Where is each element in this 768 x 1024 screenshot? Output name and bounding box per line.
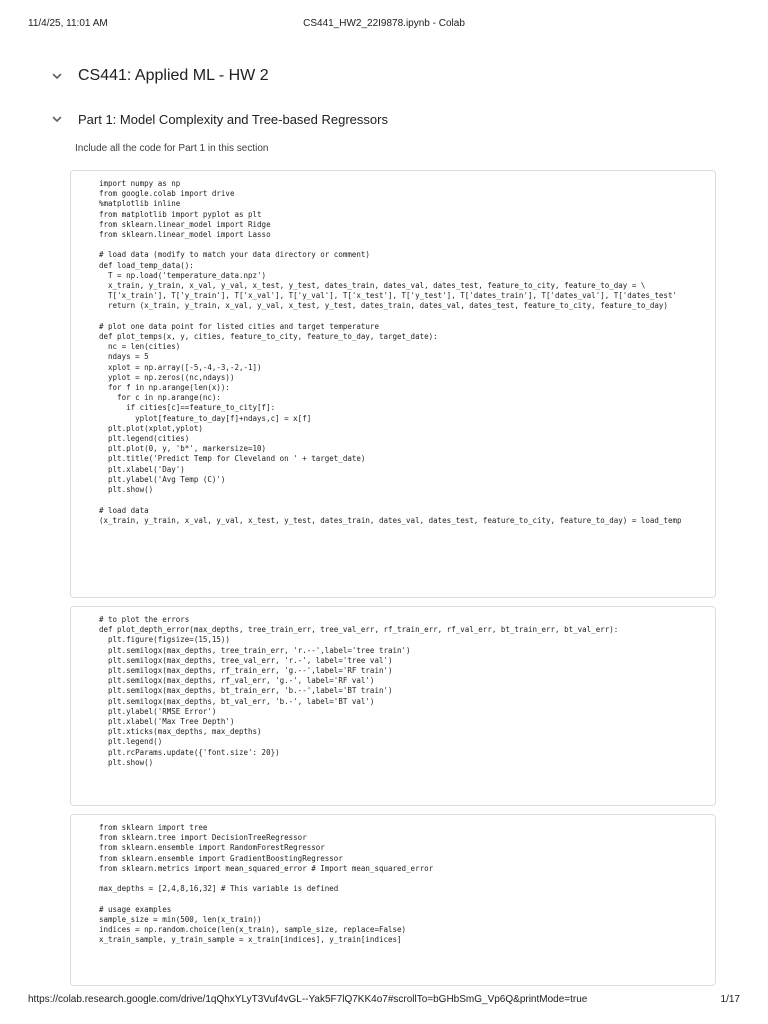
section-heading[interactable]: [50, 66, 269, 86]
code-cell-source[interactable]: import numpy as np from google.colab import drive %matplotlib inline from matplotlib import pyplot as plt from sklearn.linear_model import Ridge from sklearn.linear_model import Lasso # load data (modify to match your data directory or comment) def load_temp_data(): T = np.load('temperature_data.npz') x_train, y_train, x_val, y_val, x_test, y_test, dates_train, dates_val, dates_test, feature_to_city, feature_to_day = \ T['x_train'], T['y_train'], T['x_val'], T['y_val'], T['x_test'], T['y_test'], T['dates_train'], T['dates_val'], T['dates_test' return (x_train, y_train, x_val, y_val, x_test, y_test, dates_train, dates_val, dates_test, feature_to_city, feature_to_day) # plot one data point for listed cities and target temperature def plot_temps(x, y, cities, feature_to_city, feature_to_day, target_date): nc = len(cities) ndays = 5 xplot = np.array([-5,-4,-3,-2,-1]) yplot = np.zeros((nc,ndays)) for f in np.arange(len(x)): for c in np.arange(nc): if cities[c]==feature_to_city[f]: yplot[feature_to_day[f]+ndays,c] = x[f] plt.plot(xplot,yplot) plt.legend(cities) plt.plot(0, y, 'b*', markersize=10) plt.title('Predict Temp for Cleveland on ' + target_date) plt.xlabel('Day') plt.ylabel('Avg Temp (C)') plt.show() # load data (x_train, y_train, x_val, y_val, x_test, y_test, dates_train, dates_val, dates_test, feature_to_city, feature_to_day) = load_temp: [99, 179, 682, 525]
print-header: [28, 18, 740, 34]
part-title: Part 1: Model Complexity and Tree-based Regressors: [78, 111, 388, 127]
code-cell[interactable]: [70, 606, 716, 806]
code-cell[interactable]: [70, 170, 716, 598]
code-cell-source[interactable]: # to plot the errors def plot_depth_error(max_depths, tree_train_err, tree_val_err, rf_train_err, rf_val_err, bt_train_err, bt_val_err): plt.figure(figsize=(15,15)) plt.semilogx(max_depths, tree_train_err, 'r.--',label='tree train') plt.semilogx(max_depths, tree_val_err, 'r.-', label='tree val') plt.semilogx(max_depths, rf_train_err, 'g.--',label='RF train') plt.semilogx(max_depths, rf_val_err, 'g.-', label='RF val') plt.semilogx(max_depths, bt_train_err, 'b.--',label='BT train') plt.semilogx(max_depths, bt_val_err, 'b.-', label='BT val') plt.ylabel('RMSE Error') plt.xlabel('Max Tree Depth') plt.xticks(max_depths, max_depths) plt.legend() plt.rcParams.update({'font.size': 20}) plt.show(): [99, 615, 619, 767]
print-title: CS441_HW2_22I9878.ipynb - Colab: [303, 18, 465, 29]
print-datetime: 11/4/25, 11:01 AM: [28, 18, 108, 29]
section-title: CS441: Applied ML - HW 2: [78, 67, 269, 84]
chevron-down-icon[interactable]: [50, 112, 64, 126]
part-heading[interactable]: [50, 110, 388, 128]
chevron-down-icon[interactable]: [50, 69, 64, 83]
print-footer: [28, 994, 740, 1008]
print-page-number: 1/17: [720, 994, 740, 1005]
print-url: https://colab.research.google.com/drive/1qQhxYLyT3Vuf4vGL--Yak5F7lQ7KK4o7#scrollTo=bGHbSmG_Vp6Q&printMode=true: [28, 994, 588, 1005]
part-note: Include all the code for Part 1 in this section: [75, 143, 269, 154]
code-cell-source[interactable]: from sklearn import tree from sklearn.tree import DecisionTreeRegressor from sklearn.ensemble import RandomForestRegressor from sklearn.ensemble import GradientBoostingRegressor from sklearn.metrics import mean_squared_error # Import mean_squared_error max_depths = [2,4,8,16,32] # This variable is defined # usage examples sample_size = min(500, len(x_train)) indices = np.random.choice(len(x_train), sample_size, replace=False) x_train_sample, y_train_sample = x_train[indices], y_train[indices]: [99, 823, 434, 945]
code-cell[interactable]: [70, 814, 716, 986]
